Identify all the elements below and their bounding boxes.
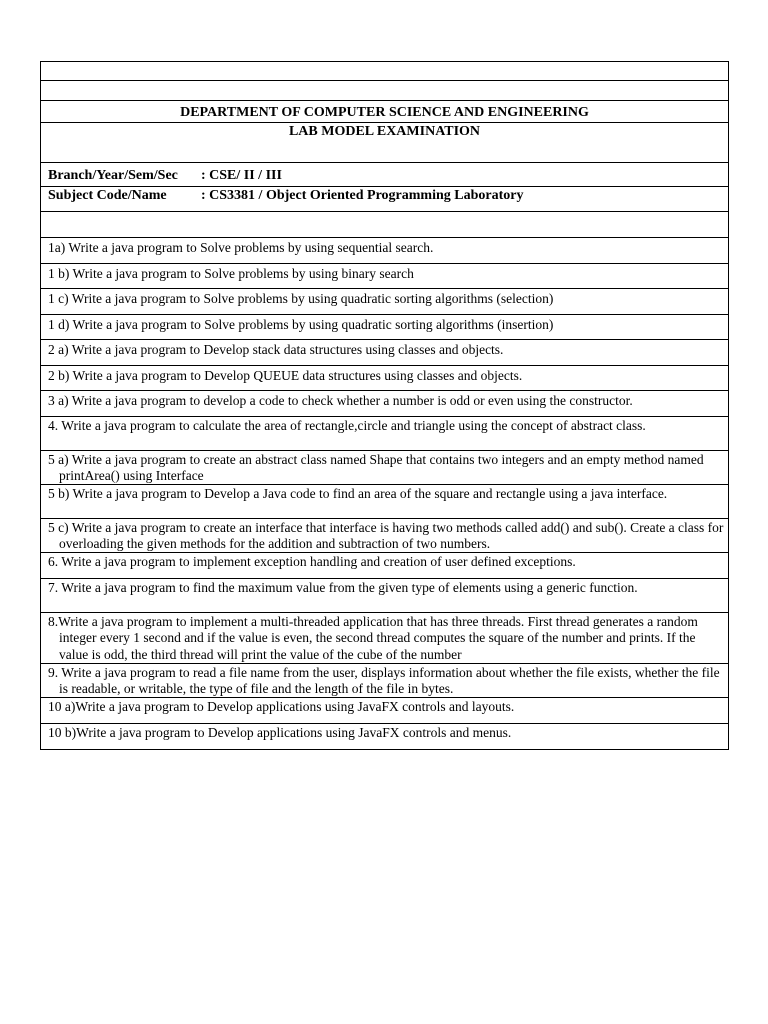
branch-label: Branch/Year/Sem/Sec — [48, 168, 178, 183]
question-row — [41, 553, 728, 579]
question-row — [41, 664, 728, 698]
question-text: 6. Write a java program to implement exception handling and creation of user defined exceptions. — [48, 553, 576, 569]
question-text: 5 b) Write a java program to Develop a Java code to find an area of the square and rectangle using a java interface. — [48, 485, 668, 501]
exam-heading — [41, 123, 728, 163]
question-row — [41, 264, 728, 290]
question-row — [41, 698, 728, 724]
question-text: 5 c) Write a java program to create an interface that interface is having two methods called add() and sub(). Create a class for overloading the given methods for the addition and subtraction of two numbers. — [48, 519, 724, 551]
question-row — [41, 238, 728, 264]
question-text: 8.Write a java program to implement a multi-threaded application that has three threads. First thread generates a random integer every 1 second and if the value is even, the second thread computes the square of the number and prints. If the value is odd, the third thread will print the value of the cube of the number — [48, 613, 698, 662]
question-text: 1 d) Write a java program to Solve problems by using quadratic sorting algorithms (insertion) — [48, 316, 554, 332]
exam-table — [40, 61, 729, 750]
question-text: 1 b) Write a java program to Solve problems by using binary search — [48, 265, 414, 281]
question-row — [41, 289, 728, 315]
question-text: 3 a) Write a java program to develop a code to check whether a number is odd or even using the constructor. — [48, 393, 633, 408]
question-text: 7. Write a java program to find the maximum value from the given type of elements using a generic function. — [48, 579, 638, 595]
question-text: 2 a) Write a java program to Develop stack data structures using classes and objects. — [48, 342, 504, 357]
question-row — [41, 579, 728, 613]
spacer-row — [41, 212, 728, 238]
question-row — [41, 417, 728, 451]
department-heading: DEPARTMENT OF COMPUTER SCIENCE AND ENGINEERING — [41, 101, 728, 123]
question-text: 2 b) Write a java program to Develop QUEUE data structures using classes and objects. — [48, 367, 523, 383]
question-row — [41, 451, 728, 485]
question-text: 1a) Write a java program to Solve problems by using sequential search. — [48, 240, 434, 255]
question-row — [41, 613, 728, 664]
question-row — [41, 340, 728, 366]
question-text: 10 b)Write a java program to Develop applications using JavaFX controls and menus. — [48, 724, 512, 740]
question-row — [41, 724, 728, 750]
question-row — [41, 366, 728, 392]
question-text: 4. Write a java program to calculate the area of rectangle,circle and triangle using the concept of abstract class. — [48, 417, 646, 433]
branch-row — [41, 163, 728, 187]
empty-row — [41, 81, 728, 101]
branch-value: : CSE/ II / III — [201, 168, 282, 183]
exam-title: LAB MODEL EXAMINATION — [288, 124, 481, 139]
empty-row — [41, 62, 728, 81]
question-text: 10 a)Write a java program to Develop applications using JavaFX controls and layouts. — [48, 698, 515, 714]
subject-value: : CS3381 / Object Oriented Programming Laboratory — [201, 188, 524, 203]
question-text: 5 a) Write a java program to create an abstract class named Shape that contains two integers and an empty method named printArea() using Interface — [48, 451, 704, 483]
subject-label: Subject Code/Name — [48, 188, 167, 203]
question-text: 1 c) Write a java program to Solve problems by using quadratic sorting algorithms (selection) — [48, 291, 554, 306]
question-row — [41, 485, 728, 519]
question-row — [41, 391, 728, 417]
question-row — [41, 315, 728, 341]
question-text: 9. Write a java program to read a file name from the user, displays information about whether the file exists, whether the file is readable, or writable, the type of file and the length of the file in bytes. — [48, 664, 720, 696]
question-row — [41, 519, 728, 553]
subject-row — [41, 187, 728, 212]
